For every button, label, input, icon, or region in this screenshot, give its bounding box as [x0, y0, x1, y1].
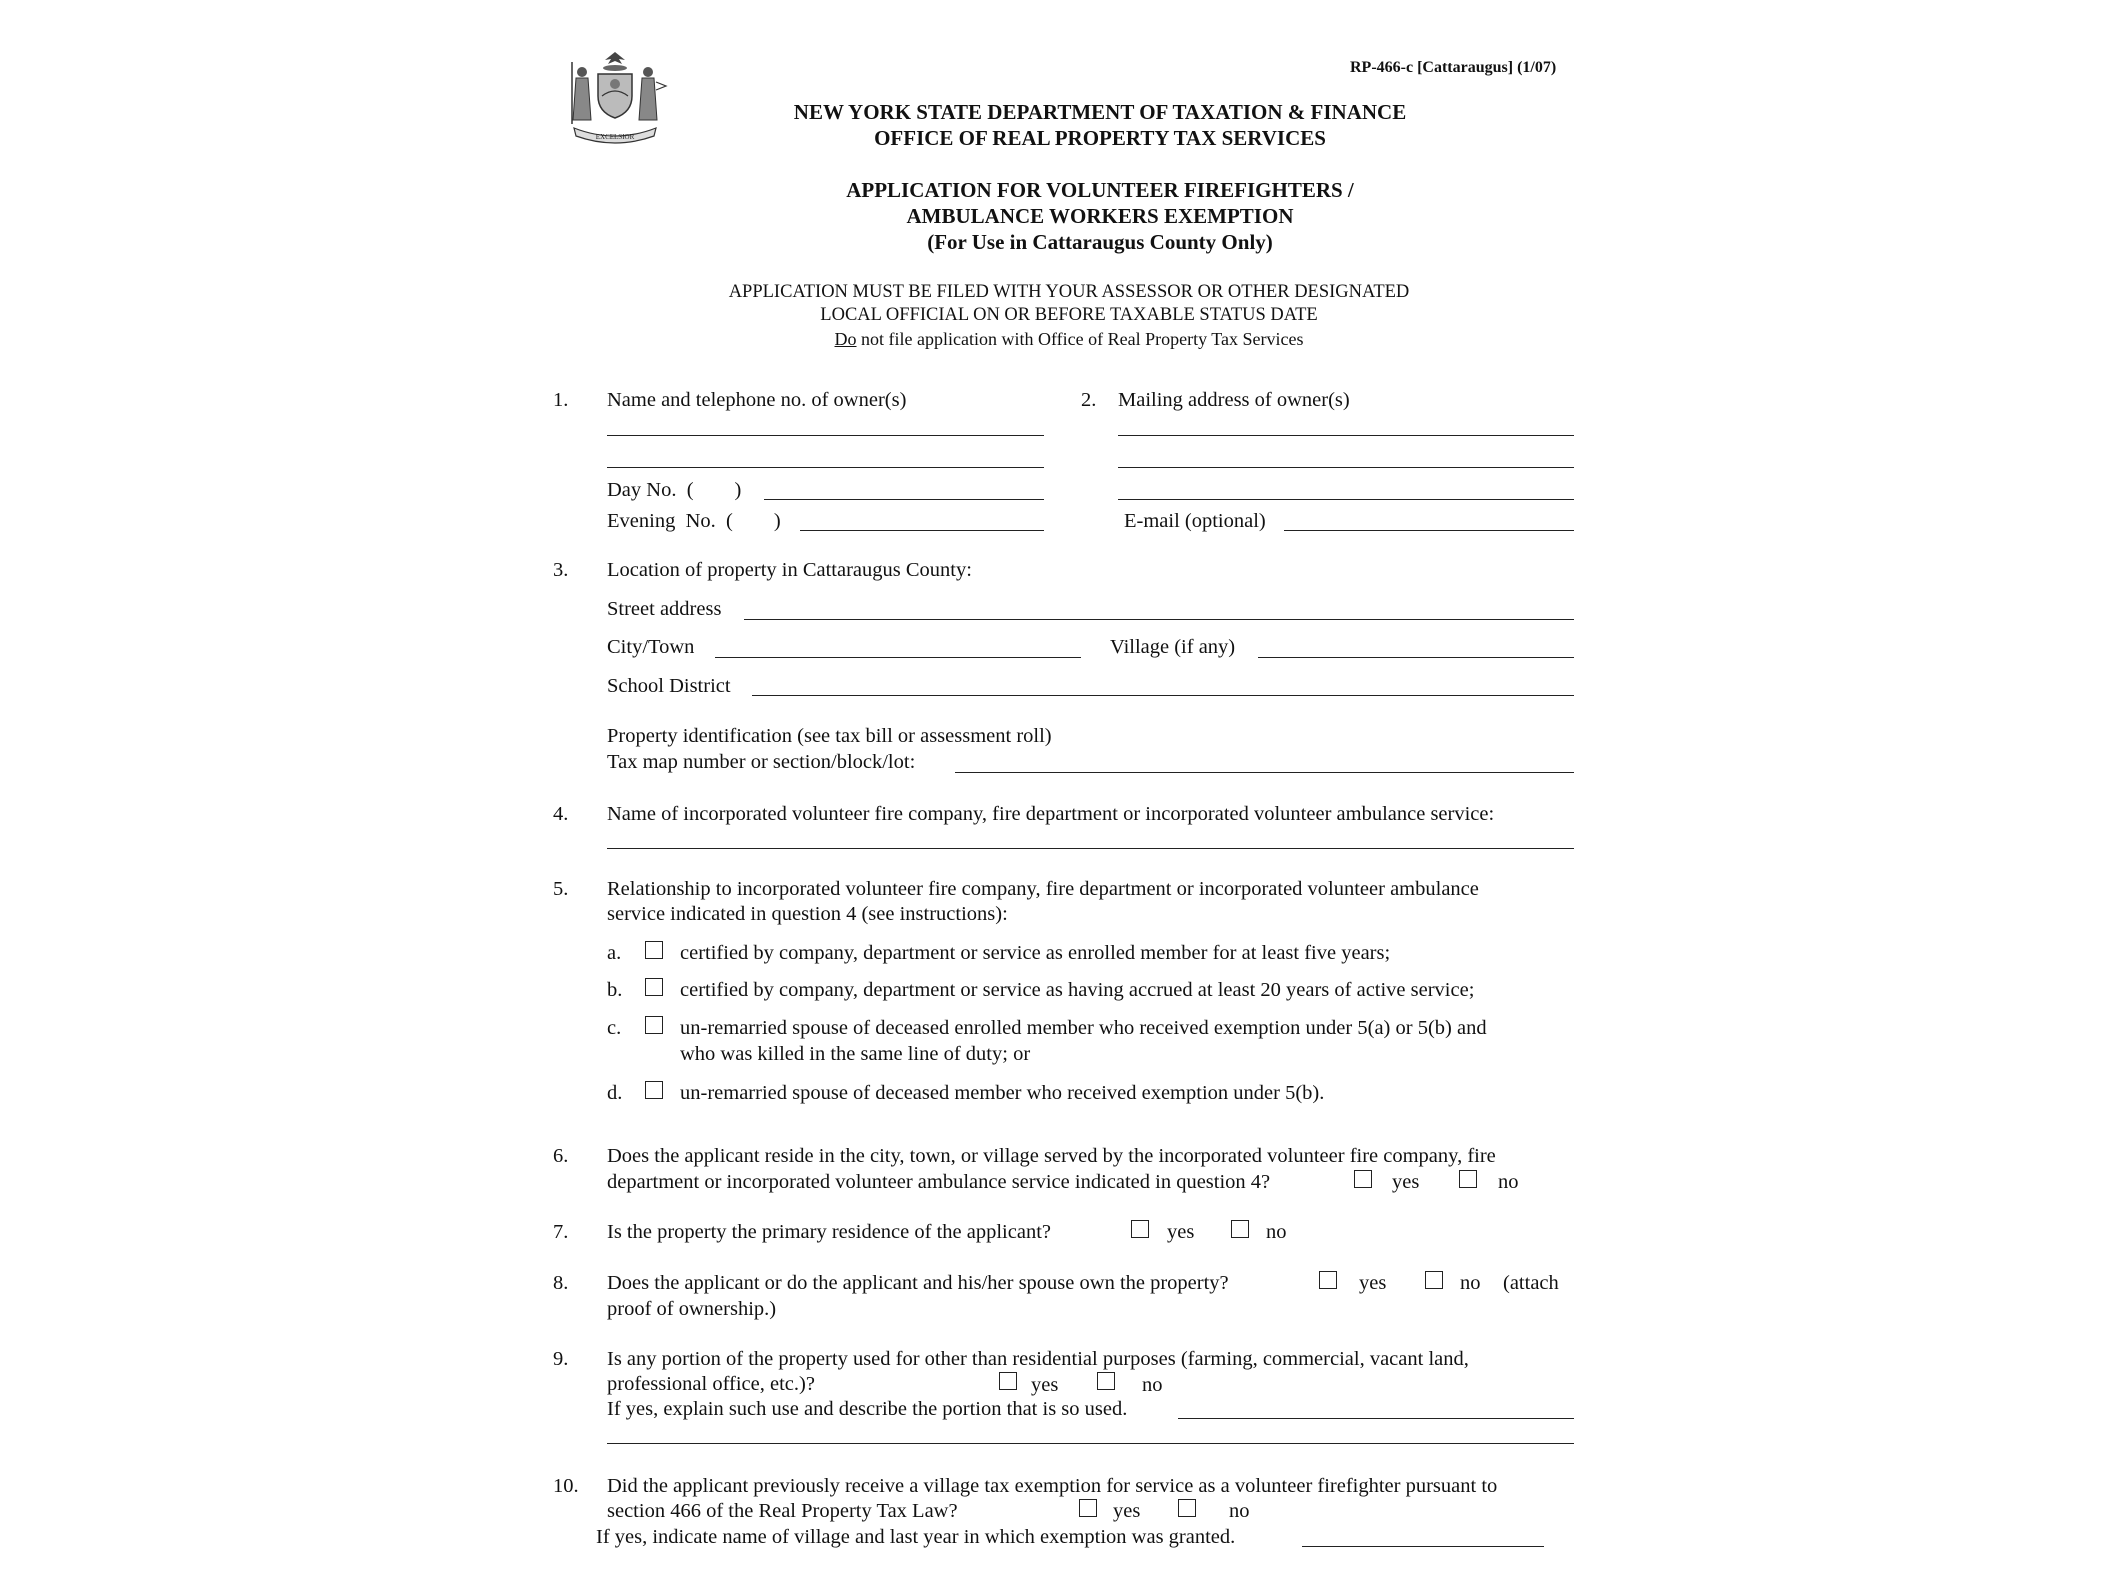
q8-yes-checkbox[interactable]: [1319, 1271, 1337, 1289]
evening-phone-field[interactable]: [800, 507, 1044, 529]
school-district-field[interactable]: [752, 672, 1574, 694]
q7-yes-label: yes: [1167, 1221, 1195, 1243]
notice-line-1: APPLICATION MUST BE FILED WITH YOUR ASSESSOR OR OTHER DESIGNATED: [728, 282, 1410, 302]
mailing-address-field-3[interactable]: [1118, 476, 1574, 498]
dept-line-1: NEW YORK STATE DEPARTMENT OF TAXATION & FINANCE: [793, 100, 1407, 124]
q9-explain-field-1[interactable]: [1178, 1395, 1574, 1417]
q9-yes-label: yes: [1031, 1374, 1059, 1396]
q9-yes-checkbox[interactable]: [999, 1372, 1017, 1390]
notice-line-3: [569, 330, 1569, 348]
street-address-label: Street address: [607, 598, 722, 620]
q7-label: Is the property the primary residence of the applicant?: [607, 1221, 1051, 1243]
q8-attach-label: (attach: [1503, 1272, 1559, 1294]
day-phone-label: Day No. ( ): [607, 479, 742, 501]
q8-yes-label: yes: [1359, 1272, 1387, 1294]
q4-label: Name of incorporated volunteer fire company, fire department or incorporated volunteer ambulance service:: [607, 803, 1495, 825]
option-d-letter: d.: [607, 1082, 623, 1104]
notice-line-2: LOCAL OFFICIAL ON OR BEFORE TAXABLE STATUS DATE: [820, 305, 1318, 325]
owner-name-line-2: [607, 467, 1044, 468]
village-label: Village (if any): [1110, 636, 1236, 658]
q7-no-checkbox[interactable]: [1231, 1220, 1249, 1238]
option-d-checkbox[interactable]: [645, 1081, 663, 1099]
village-line: [1258, 657, 1574, 658]
q6-no-label: no: [1498, 1171, 1519, 1193]
q7-number: 7.: [553, 1221, 569, 1243]
q1-label: Name and telephone no. of owner(s): [607, 389, 907, 411]
email-label: E-mail (optional): [1124, 510, 1266, 532]
day-phone-field[interactable]: [764, 476, 1044, 498]
q8-line-1: Does the applicant or do the applicant and his/her spouse own the property?: [607, 1272, 1229, 1294]
mailing-address-line-2: [1118, 467, 1574, 468]
q2-label: Mailing address of owner(s): [1118, 389, 1350, 411]
q6-yes-label: yes: [1392, 1171, 1420, 1193]
village-field[interactable]: [1258, 634, 1574, 656]
q5-number: 5.: [553, 878, 569, 900]
street-address-field[interactable]: [744, 596, 1574, 618]
do-not-emphasis: Do: [834, 329, 857, 349]
q9-no-label: no: [1142, 1374, 1163, 1396]
q1-number: 1.: [553, 389, 569, 411]
city-town-field[interactable]: [715, 634, 1081, 656]
q9-number: 9.: [553, 1348, 569, 1370]
mailing-address-line-1: [1118, 435, 1574, 436]
q3-label: Location of property in Cattaraugus County:: [607, 559, 972, 581]
property-id-line-1: Property identification (see tax bill or assessment roll): [607, 725, 1052, 747]
q10-number: 10.: [553, 1475, 579, 1497]
email-field[interactable]: [1284, 507, 1574, 529]
option-a-checkbox[interactable]: [645, 941, 663, 959]
q8-number: 8.: [553, 1272, 569, 1294]
option-a-text: certified by company, department or service as enrolled member for at least five years;: [680, 942, 1391, 964]
tax-map-field[interactable]: [955, 749, 1574, 771]
q10-yes-label: yes: [1113, 1500, 1141, 1522]
option-b-letter: b.: [607, 979, 623, 1001]
option-c-text-2: who was killed in the same line of duty; or: [680, 1043, 1031, 1065]
email-line: [1284, 530, 1574, 531]
option-c-letter: c.: [607, 1017, 622, 1039]
q4-number: 4.: [553, 803, 569, 825]
q6-number: 6.: [553, 1145, 569, 1167]
q9-explain-line-1: [1178, 1418, 1574, 1419]
dept-line-2: OFFICE OF REAL PROPERTY TAX SERVICES: [874, 126, 1326, 150]
q5-line-2: service indicated in question 4 (see instructions):: [607, 903, 1008, 925]
q6-line-1: Does the applicant reside in the city, town, or village served by the incorporated volunteer fire company, fire: [607, 1145, 1496, 1167]
q10-village-field[interactable]: [1302, 1523, 1544, 1545]
q10-village-line: [1302, 1546, 1544, 1547]
title-line-3: (For Use in Cattaraugus County Only): [927, 230, 1273, 254]
q5-line-1: Relationship to incorporated volunteer fire company, fire department or incorporated volunteer ambulance: [607, 878, 1479, 900]
q7-no-label: no: [1266, 1221, 1287, 1243]
q9-explain-field-2[interactable]: [607, 1420, 1574, 1442]
evening-phone-line: [800, 530, 1044, 531]
option-b-checkbox[interactable]: [645, 978, 663, 996]
option-d-text: un-remarried spouse of deceased member who received exemption under 5(b).: [680, 1082, 1325, 1104]
option-a-letter: a.: [607, 942, 622, 964]
option-b-text: certified by company, department or service as having accrued at least 20 years of active service;: [680, 979, 1475, 1001]
city-town-line: [715, 657, 1081, 658]
q9-explain-line-2: [607, 1443, 1574, 1444]
q8-no-label: no: [1460, 1272, 1481, 1294]
q10-line-2: section 466 of the Real Property Tax Law?: [607, 1500, 958, 1522]
notice-line-3-rest: not file application with Office of Real Property Tax Services: [856, 329, 1304, 349]
q10-line-3: If yes, indicate name of village and last year in which exemption was granted.: [596, 1526, 1236, 1548]
q8-no-checkbox[interactable]: [1425, 1271, 1443, 1289]
owner-name-field-1[interactable]: [607, 412, 1044, 434]
q3-number: 3.: [553, 559, 569, 581]
q9-line-1: Is any portion of the property used for other than residential purposes (farming, commercial, vacant land,: [607, 1348, 1469, 1370]
q10-no-label: no: [1229, 1500, 1250, 1522]
school-district-line: [752, 695, 1574, 696]
q10-line-1: Did the applicant previously receive a village tax exemption for service as a volunteer firefighter pursuant to: [607, 1475, 1498, 1497]
q8-line-2: proof of ownership.): [607, 1298, 777, 1320]
q6-no-checkbox[interactable]: [1459, 1170, 1477, 1188]
q9-line-3: If yes, explain such use and describe the portion that is so used.: [607, 1398, 1128, 1420]
street-address-line: [744, 619, 1574, 620]
city-town-label: City/Town: [607, 636, 695, 658]
q10-yes-checkbox[interactable]: [1079, 1499, 1097, 1517]
mailing-address-line-3: [1118, 499, 1574, 500]
title-line-2: AMBULANCE WORKERS EXEMPTION: [906, 204, 1294, 228]
q6-line-2: department or incorporated volunteer ambulance service indicated in question 4?: [607, 1171, 1271, 1193]
school-district-label: School District: [607, 675, 731, 697]
q2-number: 2.: [1081, 389, 1097, 411]
seal-motto: EXCELSIOR: [595, 133, 635, 141]
q6-yes-checkbox[interactable]: [1354, 1170, 1372, 1188]
tax-map-line: [955, 772, 1574, 773]
fire-company-field[interactable]: [607, 825, 1574, 847]
evening-phone-label: Evening No. ( ): [607, 510, 781, 532]
owner-name-field-2[interactable]: [607, 444, 1044, 466]
q10-no-checkbox[interactable]: [1178, 1499, 1196, 1517]
q7-yes-checkbox[interactable]: [1131, 1220, 1149, 1238]
option-c-text: un-remarried spouse of deceased enrolled member who received exemption under 5(a) or 5(b) and: [680, 1017, 1487, 1039]
option-c-checkbox[interactable]: [645, 1016, 663, 1034]
title-line-1: APPLICATION FOR VOLUNTEER FIREFIGHTERS /: [846, 178, 1354, 202]
q9-no-checkbox[interactable]: [1097, 1372, 1115, 1390]
property-id-line-2: Tax map number or section/block/lot:: [607, 751, 916, 773]
form-id: RP-466-c [Cattaraugus] (1/07): [1350, 59, 1557, 76]
mailing-address-field-2[interactable]: [1118, 444, 1574, 466]
mailing-address-field-1[interactable]: [1118, 412, 1574, 434]
day-phone-line: [764, 499, 1044, 500]
q9-line-2: professional office, etc.)?: [607, 1373, 815, 1395]
owner-name-line-1: [607, 435, 1044, 436]
fire-company-line: [607, 848, 1574, 849]
